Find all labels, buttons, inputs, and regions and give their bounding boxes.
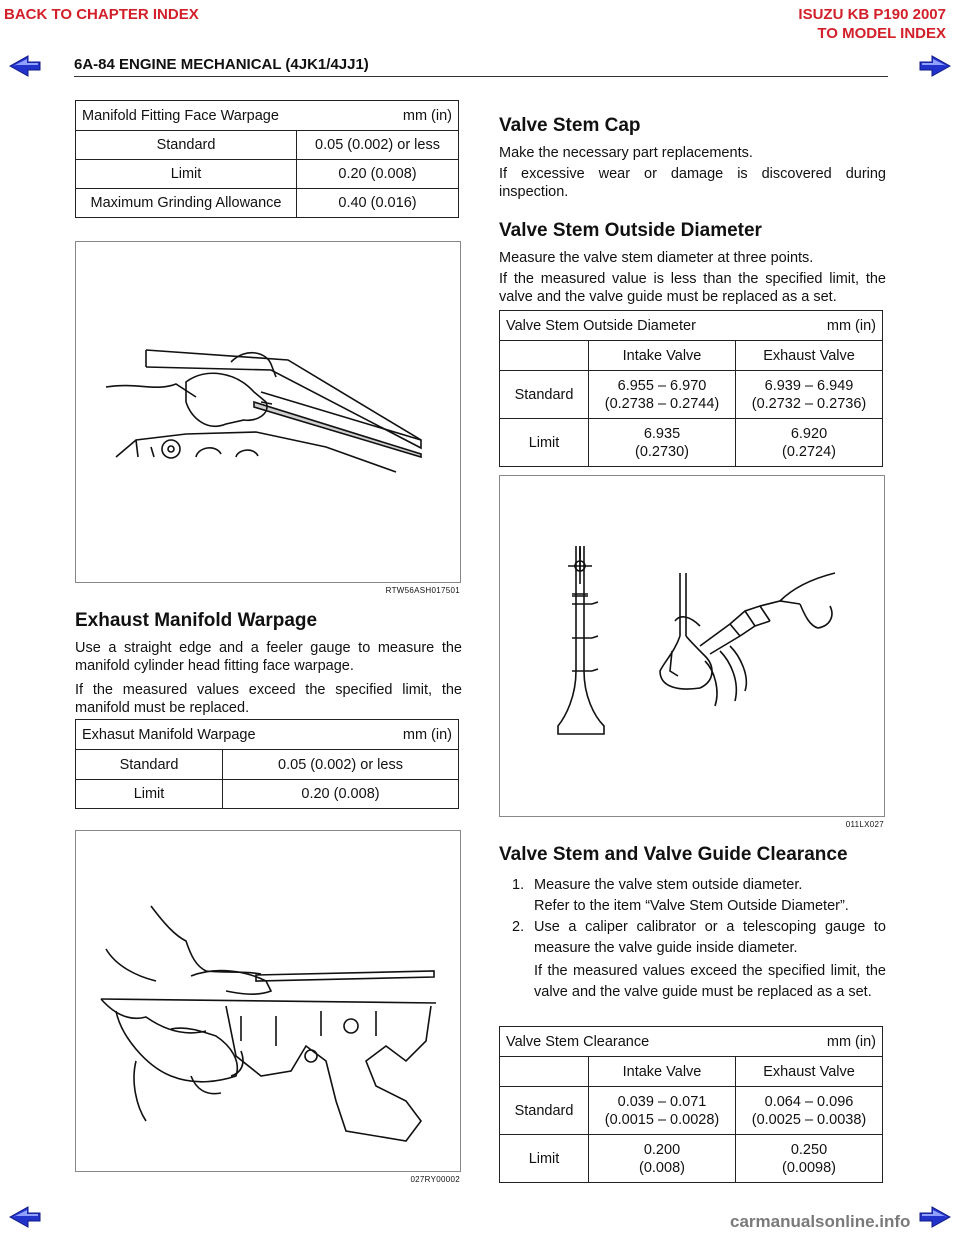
exhaust-paragraph-1: Use a straight edge and a feeler gauge to measure the manifold cylinder head fitting face warpage. (75, 640, 462, 674)
exhaust-warpage-table (75, 719, 459, 809)
figure-code: 011LX027 (845, 820, 884, 829)
figure-valve-stem-measure (499, 475, 885, 817)
valve-stem-cap-heading: Valve Stem Cap (499, 115, 641, 136)
watermark: carmanualsonline.info (730, 1212, 911, 1231)
clearance-step-2: 2. Use a caliper calibrator or a telescoping gauge to measure the valve guide inside diameter. If the measured values exceed the specified limit, the valve and the valve guide must be replaced as a set. (512, 919, 886, 1000)
previous-page-arrow-icon[interactable] (8, 55, 42, 77)
back-to-chapter-index-link[interactable]: BACK TO CHAPTER INDEX (4, 6, 199, 23)
model-title-link[interactable]: ISUZU KB P190 2007 (798, 6, 946, 23)
valve-micrometer-illustration (500, 476, 884, 816)
header-divider (74, 76, 888, 77)
next-page-arrow-icon[interactable] (918, 1206, 952, 1228)
next-page-arrow-icon[interactable] (918, 55, 952, 77)
cap-paragraph-2: If excessive wear or damage is discovered during inspection. (499, 166, 886, 200)
table-caption: Exhasut Manifold Warpage mm (in) (76, 720, 459, 750)
exhaust-manifold-heading: Exhaust Manifold Warpage (75, 610, 318, 631)
od-paragraph-2: If the measured value is less than the specified limit, the valve and the valve guide must be replaced as a set. (499, 271, 886, 305)
clearance-step-1: 1. Measure the valve stem outside diameter. Refer to the item “Valve Stem Outside Diameter”. (512, 877, 849, 914)
figure-code: 027RY00002 (410, 1175, 460, 1184)
page-header-title: 6A-84 ENGINE MECHANICAL (4JK1/4JJ1) (74, 56, 369, 73)
table-header-row: Intake Valve Exhaust Valve (500, 1057, 883, 1087)
od-paragraph-1: Measure the valve stem diameter at three points. (499, 250, 814, 266)
figure-code: RTW56ASH017501 (385, 586, 460, 595)
figure-exhaust-manifold-check (75, 830, 461, 1172)
valve-stem-od-table (499, 310, 883, 467)
exhaust-paragraph-2: If the measured values exceed the specified limit, the manifold must be replaced. (75, 682, 462, 716)
table-row: Standard 0.05 (0.002) or less (76, 750, 459, 780)
straight-edge-illustration (76, 242, 460, 582)
to-model-index-link[interactable]: TO MODEL INDEX (817, 25, 946, 42)
table-row: Limit 0.200 (0.008) 0.250 (0.0098) (500, 1135, 883, 1183)
table-header-row: Intake Valve Exhaust Valve (500, 341, 883, 371)
figure-manifold-straight-edge (75, 241, 461, 583)
valve-stem-clearance-table (499, 1026, 883, 1183)
cap-paragraph-1: Make the necessary part replacements. (499, 145, 753, 161)
valve-stem-od-heading: Valve Stem Outside Diameter (499, 220, 762, 241)
table-row: Maximum Grinding Allowance 0.40 (0.016) (76, 189, 459, 218)
table-row: Standard 0.05 (0.002) or less (76, 131, 459, 160)
table-caption: Valve Stem Clearance mm (in) (500, 1027, 883, 1057)
valve-guide-clearance-heading: Valve Stem and Valve Guide Clearance (499, 844, 848, 865)
exhaust-manifold-illustration (76, 831, 460, 1171)
manifold-warpage-table (75, 100, 459, 218)
table-row: Limit 0.20 (0.008) (76, 160, 459, 189)
table-caption: Manifold Fitting Face Warpage mm (in) (76, 101, 459, 131)
table-row: Standard 0.039 – 0.071 (0.0015 – 0.0028) 0.064 – 0.096 (0.0025 – 0.0038) (500, 1087, 883, 1135)
previous-page-arrow-icon[interactable] (8, 1206, 42, 1228)
table-row: Limit 6.935 (0.2730) 6.920 (0.2724) (500, 419, 883, 467)
table-caption: Valve Stem Outside Diameter mm (in) (500, 311, 883, 341)
table-row: Standard 6.955 – 6.970 (0.2738 – 0.2744) 6.939 – 6.949 (0.2732 – 0.2736) (500, 371, 883, 419)
table-row: Limit 0.20 (0.008) (76, 780, 459, 809)
